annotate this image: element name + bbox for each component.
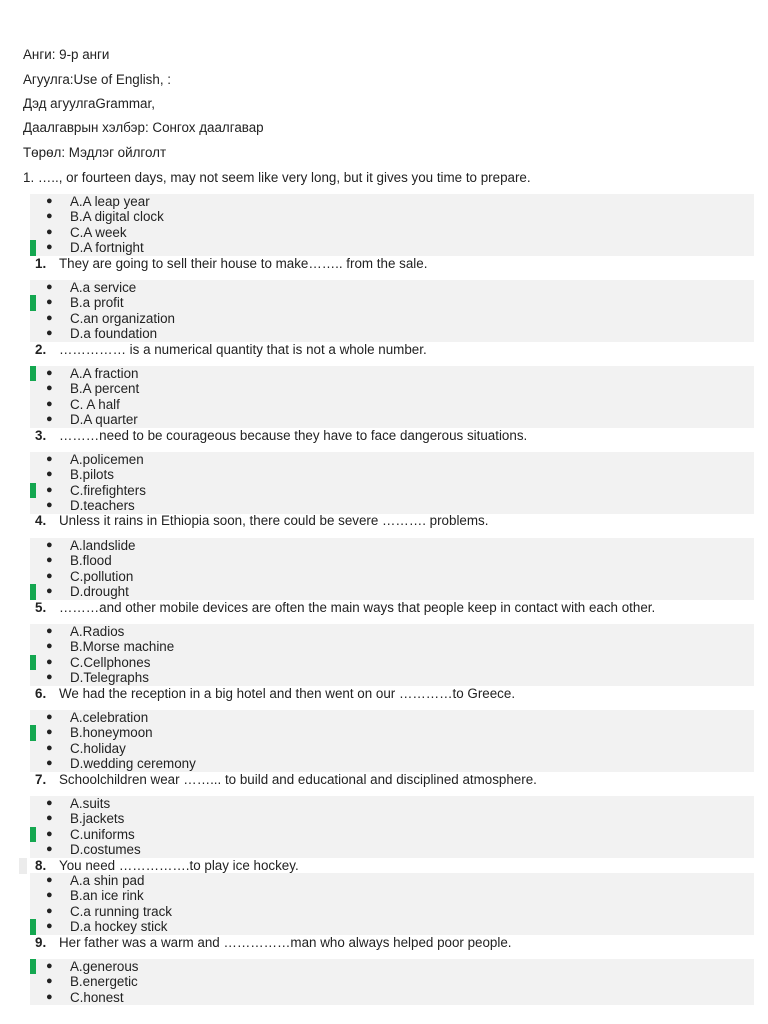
bullet-icon: ● <box>46 413 53 426</box>
bullet-icon: ● <box>46 960 53 972</box>
question-shade <box>19 858 27 874</box>
question-8 <box>0 772 768 788</box>
answer-option[interactable] <box>30 974 754 989</box>
bullet-icon: ● <box>46 483 53 496</box>
answer-option[interactable] <box>30 639 754 654</box>
correct-answer-marker <box>30 366 36 381</box>
option-list <box>30 194 754 256</box>
answer-option[interactable] <box>30 326 754 341</box>
answer-option[interactable] <box>30 467 754 482</box>
answer-option[interactable] <box>30 710 754 725</box>
option-text: C.holiday <box>70 740 126 756</box>
option-text: C.A week <box>70 224 127 240</box>
answer-option[interactable] <box>30 225 754 240</box>
bullet-icon: ● <box>46 741 53 754</box>
question-7 <box>0 686 768 702</box>
option-text: C. A half <box>70 396 120 412</box>
correct-answer-marker <box>30 827 36 842</box>
grade-line: Анги: 9-р анги <box>23 47 110 62</box>
bullet-icon: ● <box>46 569 53 582</box>
bullet-icon: ● <box>46 990 53 1003</box>
question-number: 7. <box>35 772 47 787</box>
answer-option[interactable] <box>30 624 754 639</box>
bullet-icon: ● <box>46 554 53 567</box>
question-4 <box>0 428 768 444</box>
answer-option[interactable] <box>30 483 754 498</box>
answer-option[interactable] <box>30 811 754 826</box>
option-text: A.generous <box>70 959 139 974</box>
bullet-icon: ● <box>46 327 53 340</box>
answer-option[interactable] <box>30 919 754 934</box>
answer-option[interactable] <box>30 209 754 224</box>
option-text: B.an ice rink <box>70 888 144 904</box>
content-line: Агуулга:Use of English, : <box>23 72 171 87</box>
option-text: D.a hockey stick <box>70 919 168 935</box>
bullet-icon: ● <box>46 367 53 379</box>
question-9 <box>0 858 768 874</box>
question-number: 3. <box>35 428 47 443</box>
bullet-icon: ● <box>46 711 53 723</box>
option-text: B.a profit <box>70 295 124 311</box>
answer-option[interactable] <box>30 873 754 888</box>
answer-option[interactable] <box>30 280 754 295</box>
answer-option[interactable] <box>30 741 754 756</box>
bullet-icon: ● <box>46 241 53 254</box>
option-list <box>30 280 754 342</box>
option-text: D.a foundation <box>70 326 158 342</box>
question-text: ………and other mobile devices are often the main ways that people keep in contact with each other. <box>59 600 656 615</box>
option-text: D.A fortnight <box>70 240 144 256</box>
answer-option[interactable] <box>30 827 754 842</box>
question-number: 4. <box>35 513 47 528</box>
answer-option[interactable] <box>30 311 754 326</box>
option-list <box>30 959 754 1005</box>
answer-option[interactable] <box>30 959 754 974</box>
bullet-icon: ● <box>46 195 53 207</box>
question-number: 9. <box>35 935 47 950</box>
option-text: A.policemen <box>70 452 144 467</box>
correct-answer-marker <box>30 483 36 498</box>
question-text: Schoolchildren wear ……... to build and educational and disciplined atmosphere. <box>59 772 537 787</box>
question-number: 5. <box>35 600 47 615</box>
option-text: B.pilots <box>70 467 114 483</box>
correct-answer-marker <box>30 295 36 310</box>
option-list <box>30 624 754 686</box>
bullet-icon: ● <box>46 468 53 481</box>
bullet-icon: ● <box>46 726 53 739</box>
answer-option[interactable] <box>30 725 754 740</box>
bullet-icon: ● <box>46 655 53 668</box>
bullet-icon: ● <box>46 225 53 238</box>
bullet-icon: ● <box>46 311 53 324</box>
option-list <box>30 452 754 514</box>
question-number: 1. <box>35 256 47 271</box>
option-text: D.drought <box>70 584 129 600</box>
correct-answer-marker <box>30 959 36 974</box>
bullet-icon: ● <box>46 296 53 309</box>
question-text: They are going to sell their house to make…….. from the sale. <box>59 256 428 271</box>
bullet-icon: ● <box>46 975 53 988</box>
option-text: B.A digital clock <box>70 209 164 225</box>
bullet-icon: ● <box>46 585 53 598</box>
answer-option[interactable] <box>30 888 754 903</box>
bullet-icon: ● <box>46 382 53 395</box>
question-text: Her father was a warm and ……………man who always helped poor people. <box>59 935 512 950</box>
question-2 <box>0 256 768 272</box>
correct-answer-marker <box>30 584 36 599</box>
bullet-icon: ● <box>46 904 53 917</box>
option-text: C.uniforms <box>70 826 135 842</box>
question-text: 1. ….., or fourteen days, may not seem like very long, but it gives you time to prepare. <box>23 170 531 185</box>
question-text: We had the reception in a big hotel and then went on our …………to Greece. <box>59 686 516 701</box>
option-text: A.A leap year <box>70 194 150 209</box>
question-text: Unless it rains in Ethiopia soon, there could be severe ………. problems. <box>59 513 489 528</box>
option-text: B.honeymoon <box>70 725 153 741</box>
question-text: …………… is a numerical quantity that is not a whole number. <box>59 342 427 357</box>
option-text: A.suits <box>70 796 111 811</box>
bullet-icon: ● <box>46 889 53 902</box>
question-1 <box>0 170 768 186</box>
option-text: A.Radios <box>70 624 125 639</box>
answer-option[interactable] <box>30 498 754 513</box>
bullet-icon: ● <box>46 539 53 551</box>
option-list <box>30 366 754 428</box>
option-text: C.an organization <box>70 310 175 326</box>
answer-option[interactable] <box>30 842 754 857</box>
bullet-icon: ● <box>46 625 53 637</box>
answer-option[interactable] <box>30 381 754 396</box>
subcontent-line: Дэд агуулгаGrammar, <box>23 96 155 111</box>
answer-option[interactable] <box>30 904 754 919</box>
question-number: 8. <box>35 858 47 873</box>
bullet-icon: ● <box>46 797 53 809</box>
option-list <box>30 873 754 935</box>
option-text: D.costumes <box>70 842 141 858</box>
answer-option[interactable] <box>30 412 754 427</box>
option-text: B.flood <box>70 553 112 569</box>
question-text: ………need to be courageous because they have to face dangerous situations. <box>59 428 528 443</box>
correct-answer-marker <box>30 919 36 934</box>
option-text: B.energetic <box>70 974 138 990</box>
answer-option[interactable] <box>30 295 754 310</box>
answer-option[interactable] <box>30 670 754 685</box>
answer-option[interactable] <box>30 194 754 209</box>
bullet-icon: ● <box>46 812 53 825</box>
option-text: D.Telegraphs <box>70 670 149 686</box>
bullet-icon: ● <box>46 874 53 886</box>
question-text: You need …………….to play ice hockey. <box>59 858 299 873</box>
option-text: A.A fraction <box>70 366 139 381</box>
bullet-icon: ● <box>46 671 53 684</box>
question-5 <box>0 513 768 529</box>
option-text: A.celebration <box>70 710 149 725</box>
option-text: C.honest <box>70 989 124 1005</box>
question-6 <box>0 600 768 616</box>
answer-option[interactable] <box>30 397 754 412</box>
option-list <box>30 796 754 858</box>
option-text: B.A percent <box>70 381 140 397</box>
question-10 <box>0 935 768 951</box>
option-text: D.teachers <box>70 498 135 514</box>
option-text: D.A quarter <box>70 412 138 428</box>
answer-option[interactable] <box>30 655 754 670</box>
bullet-icon: ● <box>46 757 53 770</box>
answer-option[interactable] <box>30 240 754 255</box>
bullet-icon: ● <box>46 920 53 933</box>
bullet-icon: ● <box>46 499 53 512</box>
option-text: A.a shin pad <box>70 873 145 888</box>
answer-option[interactable] <box>30 796 754 811</box>
type-line: Төрөл: Мэдлэг ойлголт <box>23 145 167 160</box>
answer-option[interactable] <box>30 553 754 568</box>
correct-answer-marker <box>30 655 36 670</box>
option-text: D.wedding ceremony <box>70 756 196 772</box>
bullet-icon: ● <box>46 397 53 410</box>
answer-option[interactable] <box>30 452 754 467</box>
option-text: C.Cellphones <box>70 654 151 670</box>
option-list <box>30 538 754 600</box>
answer-option[interactable] <box>30 990 754 1005</box>
option-text: C.pollution <box>70 568 134 584</box>
option-text: C.a running track <box>70 903 172 919</box>
answer-option[interactable] <box>30 756 754 771</box>
answer-option[interactable] <box>30 569 754 584</box>
bullet-icon: ● <box>46 453 53 465</box>
answer-option[interactable] <box>30 538 754 553</box>
option-text: B.jackets <box>70 811 125 827</box>
answer-option[interactable] <box>30 584 754 599</box>
option-text: A.a service <box>70 280 137 295</box>
correct-answer-marker <box>30 725 36 740</box>
bullet-icon: ● <box>46 827 53 840</box>
bullet-icon: ● <box>46 843 53 856</box>
bullet-icon: ● <box>46 281 53 293</box>
option-text: A.landslide <box>70 538 136 553</box>
bullet-icon: ● <box>46 210 53 223</box>
correct-answer-marker <box>30 240 36 255</box>
question-number: 6. <box>35 686 47 701</box>
option-text: B.Morse machine <box>70 639 175 655</box>
option-list <box>30 710 754 772</box>
option-text: C.firefighters <box>70 482 146 498</box>
answer-option[interactable] <box>30 366 754 381</box>
bullet-icon: ● <box>46 640 53 653</box>
question-3 <box>0 342 768 358</box>
task-format-line: Даалгаврын хэлбэр: Сонгох даалгавар <box>23 120 264 135</box>
question-number: 2. <box>35 342 47 357</box>
